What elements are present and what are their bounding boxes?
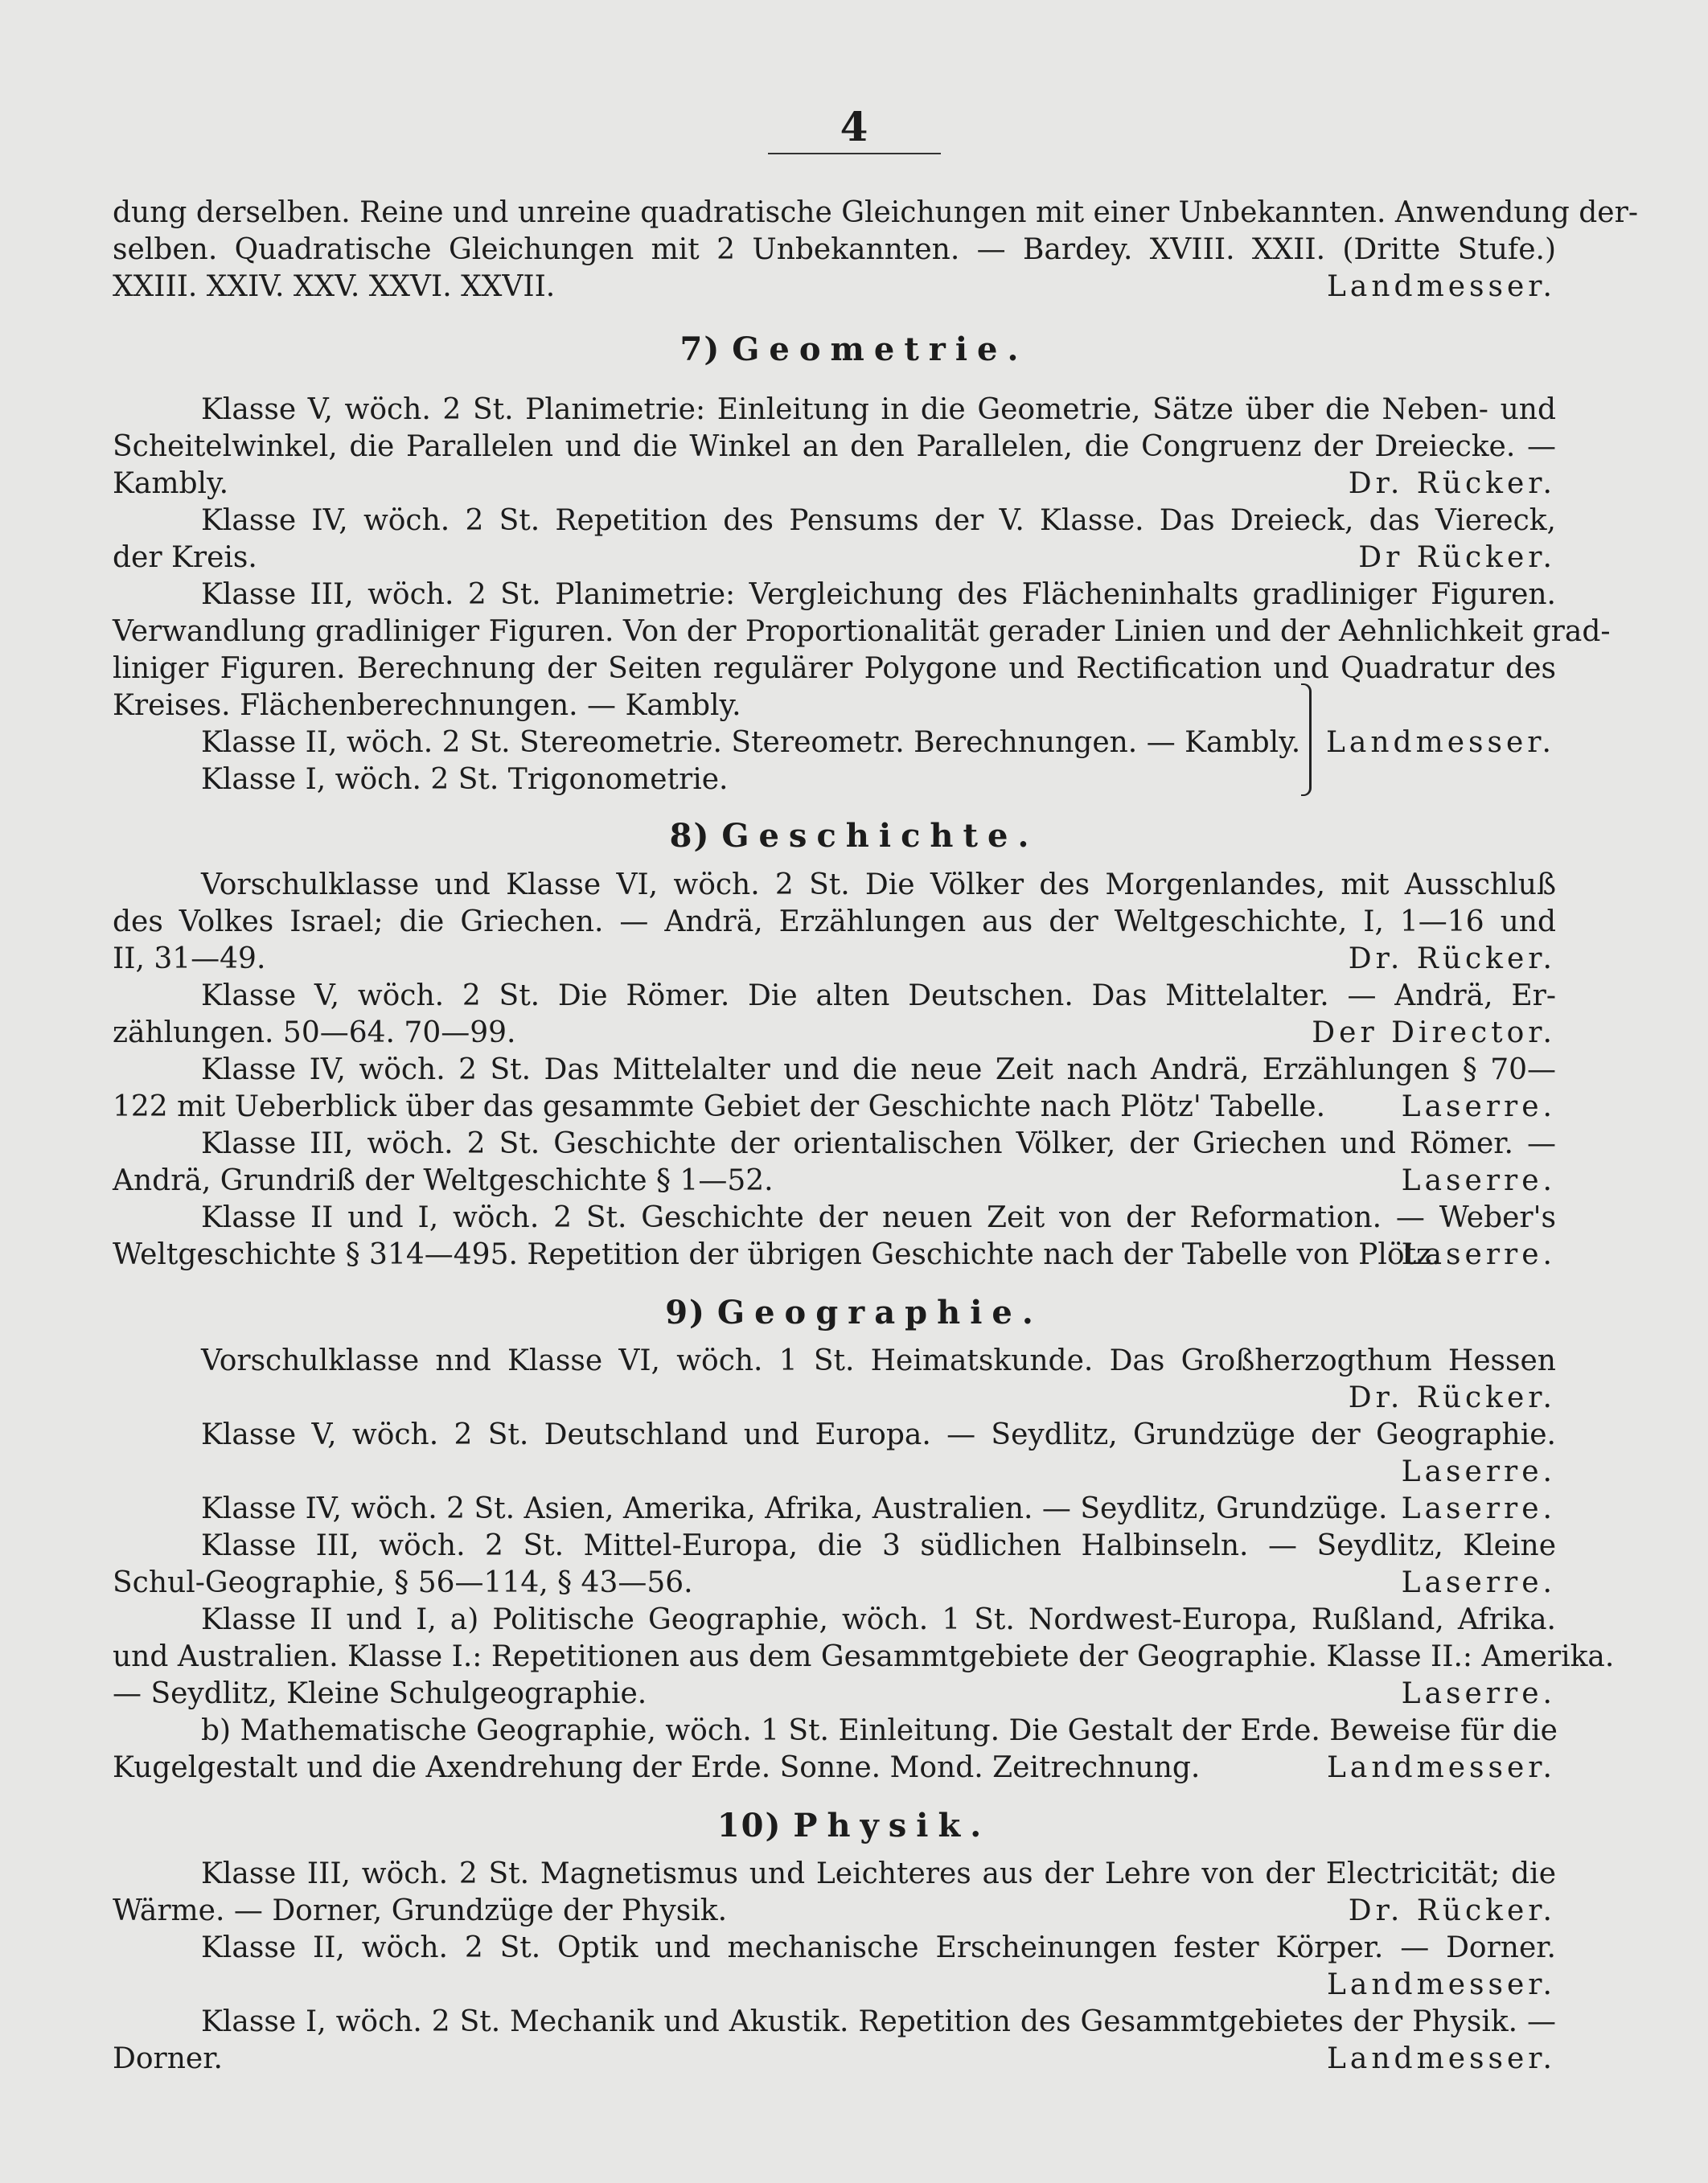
section-number: 8) [669, 817, 711, 855]
geometrie-entry-2-teacher: Dr Rücker. [1358, 541, 1556, 574]
geschichte-entry-2-line-1: Klasse V, wöch. 2 St. Die Römer. Die alten Deutschen. Das Mittelalter. — Andrä, Er- [201, 979, 1556, 1012]
geometrie-entry-3-line-2: Verwandlung gradliniger Figuren. Von der Proportionalität gerader Linien und der Aehnlichkeit grad- [113, 615, 1611, 648]
page-number-rule [768, 153, 941, 154]
geographie-entry-5-line-1: Klasse II und I, a) Politische Geographie, wöch. 1 St. Nordwest-Europa, Rußland, Afrika. [201, 1603, 1556, 1636]
algebra-line-1: dung derselben. Reine und unreine quadratische Gleichungen mit einer Unbekannten. Anwendung der- [113, 196, 1638, 229]
section-heading-geometrie [0, 330, 1708, 370]
geschichte-entry-5-line-1: Klasse II und I, wöch. 2 St. Geschichte der neuen Zeit von der Reformation. — Weber's [201, 1201, 1556, 1234]
section-title: Physik. [793, 1807, 992, 1844]
geschichte-entry-3-line-2: 122 mit Ueberblick über das gesammte Gebiet der Geschichte nach Plötz' Tabelle. [113, 1090, 1326, 1123]
geschichte-entry-1-line-1: Vorschulklasse und Klasse VI, wöch. 2 St. Die Völker des Morgenlandes, mit Ausschluß [201, 868, 1556, 901]
geschichte-entry-3-line-1: Klasse IV, wöch. 2 St. Das Mittelalter und die neue Zeit nach Andrä, Erzählungen § 70— [201, 1053, 1556, 1086]
geographie-entry-5-line-3: — Seydlitz, Kleine Schulgeographie. [113, 1677, 647, 1710]
algebra-line-3: XXIII. XXIV. XXV. XXVI. XXVII. [113, 270, 556, 303]
physik-entry-3-line-2: Dorner. [113, 2042, 223, 2075]
geschichte-entry-1-line-2: des Volkes Israel; die Griechen. — Andrä, Erzählungen aus der Weltgeschichte, I, 1—16 und [113, 905, 1556, 938]
geographie-entry-6-line-1: b) Mathematische Geographie, wöch. 1 St. Einleitung. Die Gestalt der Erde. Beweise für die [201, 1714, 1558, 1747]
section-title: Geographie. [716, 1294, 1043, 1332]
geometrie-entry-4-line-1: Klasse II, wöch. 2 St. Stereometrie. Stereometr. Berechnungen. — Kambly. [201, 726, 1301, 759]
geographie-entry-4-line-2: Schul-Geographie, § 56—114, § 43—56. [113, 1566, 693, 1599]
geographie-entry-4-teacher: Laserre. [1401, 1566, 1556, 1599]
physik-entry-1-teacher: Dr. Rücker. [1348, 1894, 1556, 1927]
geometrie-entry-2-line-2: der Kreis. [113, 541, 257, 574]
geschichte-entry-1-teacher: Dr. Rücker. [1348, 942, 1556, 975]
section-title: Geometrie. [732, 330, 1028, 368]
geometrie-entry-3-line-1: Klasse III, wöch. 2 St. Planimetrie: Vergleichung des Flächeninhalts gradliniger Figuren. [201, 578, 1556, 611]
geographie-entry-6-teacher: Landmesser. [1327, 1751, 1556, 1784]
page-number: 4 [840, 103, 868, 150]
algebra-teacher: Landmesser. [1327, 270, 1556, 303]
geometrie-entry-3-line-4: Kreises. Flächenberechnungen. — Kambly. [113, 689, 741, 722]
geometrie-entry-1-line-1: Klasse V, wöch. 2 St. Planimetrie: Einleitung in die Geometrie, Sätze über die Neben- und [201, 393, 1556, 426]
geometrie-entry-1-teacher: Dr. Rücker. [1348, 467, 1556, 500]
physik-entry-1-line-1: Klasse III, wöch. 2 St. Magnetismus und Leichteres aus der Lehre von der Electricität; die [201, 1857, 1556, 1890]
geschichte-entry-5-teacher: Laserre. [1401, 1238, 1556, 1271]
physik-entry-2-line-1: Klasse II, wöch. 2 St. Optik und mechanische Erscheinungen fester Körper. — Dorner. [201, 1931, 1556, 1964]
geschichte-entry-2-teacher: Der Director. [1312, 1016, 1556, 1049]
physik-entry-2-teacher: Landmesser. [1327, 1968, 1556, 2001]
geographie-entry-4-line-1: Klasse III, wöch. 2 St. Mittel-Europa, die 3 südlichen Halbinseln. — Seydlitz, Kleine [201, 1529, 1556, 1562]
section-number: 7) [680, 330, 721, 368]
geographie-entry-1-teacher: Dr. Rücker. [1348, 1381, 1556, 1414]
geographie-entry-5-line-2: und Australien. Klasse I.: Repetitionen aus dem Gesammtgebiete der Geographie. Klasse II.: Amerika. [113, 1640, 1615, 1673]
geographie-entry-5-teacher: Laserre. [1401, 1677, 1556, 1710]
section-title: Geschichte. [721, 817, 1039, 855]
section-heading-geographie [0, 1293, 1708, 1333]
geschichte-entry-4-line-2: Andrä, Grundriß der Weltgeschichte § 1—52. [113, 1164, 774, 1197]
geschichte-entry-5-line-2: Weltgeschichte § 314—495. Repetition der übrigen Geschichte nach der Tabelle von Plötz. [113, 1238, 1441, 1271]
geometrie-entry-1-line-3: Kambly. [113, 467, 229, 500]
physik-entry-1-line-2: Wärme. — Dorner, Grundzüge der Physik. [113, 1894, 728, 1927]
geographie-entry-2-teacher: Laserre. [1401, 1455, 1556, 1488]
section-number: 10) [716, 1807, 782, 1844]
algebra-line-2: selben. Quadratische Gleichungen mit 2 Unbekannten. — Bardey. XVIII. XXII. (Dritte Stufe.) [113, 233, 1556, 266]
section-heading-physik [0, 1806, 1708, 1846]
geschichte-entry-1-line-3: II, 31—49. [113, 942, 266, 975]
geschichte-entry-4-teacher: Laserre. [1401, 1164, 1556, 1197]
geometrie-entry-3-line-3: liniger Figuren. Berechnung der Seiten regulärer Polygone und Rectification und Quadratur des [113, 652, 1556, 685]
section-number: 9) [665, 1294, 706, 1332]
geographie-entry-3-line-1: Klasse IV, wöch. 2 St. Asien, Amerika, Afrika, Australien. — Seydlitz, Grundzüge. [201, 1492, 1388, 1525]
physik-entry-3-line-1: Klasse I, wöch. 2 St. Mechanik und Akustik. Repetition des Gesammtgebietes der Physik. — [201, 2005, 1556, 2038]
geometrie-brace-teacher: Landmesser. [1326, 726, 1555, 759]
curly-brace [1301, 683, 1312, 796]
geometrie-entry-5-line-1: Klasse I, wöch. 2 St. Trigonometrie. [201, 763, 729, 796]
geschichte-entry-3-teacher: Laserre. [1401, 1090, 1556, 1123]
geometrie-entry-2-line-1: Klasse IV, wöch. 2 St. Repetition des Pensums der V. Klasse. Das Dreieck, das Viereck, [201, 504, 1556, 537]
geographie-entry-6-line-2: Kugelgestalt und die Axendrehung der Erde. Sonne. Mond. Zeitrechnung. [113, 1751, 1201, 1784]
geschichte-entry-4-line-1: Klasse III, wöch. 2 St. Geschichte der orientalischen Völker, der Griechen und Römer. — [201, 1127, 1556, 1160]
geographie-entry-2-line-1: Klasse V, wöch. 2 St. Deutschland und Europa. — Seydlitz, Grundzüge der Geographie. [201, 1418, 1556, 1451]
geographie-entry-3-teacher: Laserre. [1401, 1492, 1556, 1525]
geographie-entry-1-line-1: Vorschulklasse nnd Klasse VI, wöch. 1 St. Heimatskunde. Das Großherzogthum Hessen [201, 1344, 1556, 1377]
geschichte-entry-2-line-2: zählungen. 50—64. 70—99. [113, 1016, 516, 1049]
section-heading-geschichte [0, 816, 1708, 856]
geometrie-entry-1-line-2: Scheitelwinkel, die Parallelen und die Winkel an den Parallelen, die Congruenz der Dreiecke. — [113, 430, 1556, 463]
physik-entry-3-teacher: Landmesser. [1327, 2042, 1556, 2075]
